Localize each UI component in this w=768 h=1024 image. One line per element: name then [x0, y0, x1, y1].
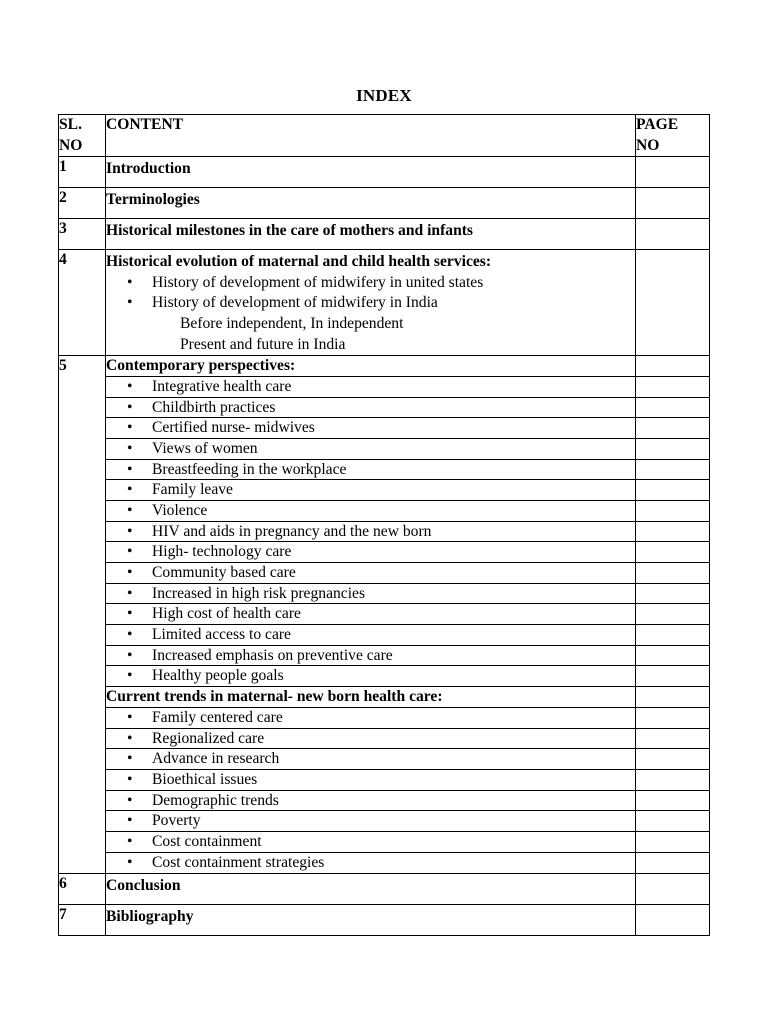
bullet-icon: •	[127, 729, 133, 747]
bullet-icon: •	[127, 708, 133, 726]
list-item	[106, 418, 635, 439]
row-content	[106, 356, 636, 874]
table-row	[59, 188, 710, 219]
bullet-icon: •	[127, 419, 133, 437]
page-number-cell	[636, 480, 709, 501]
page-number-cell	[636, 522, 709, 543]
page-number-cell	[636, 832, 709, 853]
header-page-line1: PAGE	[636, 116, 679, 133]
page-number-cell	[636, 356, 709, 377]
page-number-cell	[636, 708, 709, 729]
header-page-line2: NO	[636, 136, 660, 154]
table-row	[59, 157, 710, 188]
row-sl-number: 4	[59, 250, 106, 356]
row-page-number	[636, 157, 710, 188]
bullet-icon: •	[127, 770, 133, 788]
page-number-cell	[636, 749, 709, 770]
row-content	[106, 905, 636, 936]
bullet-icon: •	[127, 481, 133, 499]
row-title: Historical evolution of maternal and child health services:	[106, 253, 492, 271]
page-number-cell	[636, 584, 709, 605]
row-page-number	[636, 250, 710, 356]
index-table	[58, 114, 710, 936]
row-content	[106, 874, 636, 905]
list-item	[106, 501, 635, 522]
bullet-icon: •	[127, 543, 133, 561]
row-content	[106, 250, 636, 356]
page-number-cell	[636, 604, 709, 625]
page-title: INDEX	[356, 86, 412, 105]
list-item	[106, 480, 635, 501]
list-item-text: Childbirth practices	[152, 398, 276, 416]
page-number-cell	[636, 501, 709, 522]
row-sl-number: 1	[59, 157, 106, 188]
table-row	[59, 219, 710, 250]
list-item	[106, 273, 635, 294]
page-number-cell	[636, 687, 709, 708]
section-subtitle: Current trends in maternal- new born health care:	[106, 687, 635, 708]
page-number-cell	[636, 418, 709, 439]
row-title: Introduction	[106, 160, 191, 178]
list-item	[106, 646, 635, 667]
header-page-no	[636, 115, 710, 157]
page-number-cell	[636, 853, 709, 874]
sub-line: Present and future in India	[180, 335, 346, 353]
list-item-text: Bioethical issues	[152, 770, 258, 788]
row-page-number	[636, 219, 710, 250]
list-item	[106, 811, 635, 832]
bullet-icon: •	[127, 646, 133, 664]
list-item-text: Limited access to care	[152, 626, 291, 644]
bullet-icon: •	[127, 398, 133, 416]
bullet-icon: •	[127, 501, 133, 519]
list-item-text: Family leave	[152, 481, 233, 499]
row-content	[106, 157, 636, 188]
bullet-icon: •	[127, 522, 133, 540]
page-number-stack	[636, 356, 709, 873]
list-item	[106, 563, 635, 584]
page-number-cell	[636, 791, 709, 812]
list-item-text: Certified nurse- midwives	[152, 419, 315, 437]
list-item	[106, 293, 635, 314]
index-body	[59, 157, 710, 936]
list-item	[106, 729, 635, 750]
list-item-text: HIV and aids in pregnancy and the new born	[152, 522, 432, 540]
list-item	[106, 522, 635, 543]
list-item	[106, 666, 635, 687]
list-item-text: Increased in high risk pregnancies	[152, 584, 366, 602]
table-row	[59, 250, 710, 356]
bullet-icon: •	[127, 750, 133, 768]
page-number-cell	[636, 460, 709, 481]
bullet-icon: •	[127, 439, 133, 457]
bullet-icon: •	[127, 294, 133, 312]
list-item	[106, 460, 635, 481]
list-item	[106, 832, 635, 853]
row-page-number	[636, 905, 710, 936]
list-item-text: Increased emphasis on preventive care	[152, 646, 393, 664]
row-title: Bibliography	[106, 908, 194, 926]
header-sl-line2: NO	[59, 136, 83, 154]
bullet-icon: •	[127, 626, 133, 644]
list-item-text: Advance in research	[152, 750, 280, 768]
list-item-text: Cost containment	[152, 832, 262, 850]
page-number-cell	[636, 770, 709, 791]
header-content: CONTENT	[106, 115, 636, 157]
row-title: Terminologies	[106, 191, 200, 209]
row-sl-number: 6	[59, 874, 106, 905]
table-row	[59, 356, 710, 874]
list-item-text: History of development of midwifery in united states	[152, 273, 484, 291]
bullet-icon: •	[127, 853, 133, 871]
bullet-icon: •	[127, 460, 133, 478]
row-title: Historical milestones in the care of mothers and infants	[106, 222, 474, 240]
row-page-number	[636, 188, 710, 219]
list-item-text: Regionalized care	[152, 729, 265, 747]
row-title: Contemporary perspectives:	[106, 356, 635, 377]
list-item	[106, 853, 635, 874]
list-item-text: History of development of midwifery in India	[152, 294, 438, 312]
page-number-cell	[636, 729, 709, 750]
list-item	[106, 584, 635, 605]
list-item	[106, 398, 635, 419]
list-item-text: Integrative health care	[152, 377, 292, 395]
page-number-cell	[636, 398, 709, 419]
page-number-cell	[636, 666, 709, 687]
list-item-text: Healthy people goals	[152, 667, 284, 685]
page-number-cell	[636, 563, 709, 584]
bullet-icon: •	[127, 812, 133, 830]
row-page-number	[636, 356, 710, 874]
bullet-icon: •	[127, 377, 133, 395]
table-row	[59, 874, 710, 905]
bullet-icon: •	[127, 605, 133, 623]
row-sl-number: 7	[59, 905, 106, 936]
list-item-text: High cost of health care	[152, 605, 301, 623]
list-item-text: Cost containment strategies	[152, 853, 325, 871]
row-page-number	[636, 874, 710, 905]
list-item	[106, 604, 635, 625]
page-number-cell	[636, 625, 709, 646]
page-number-cell	[636, 439, 709, 460]
page-number-cell	[636, 646, 709, 667]
row-content	[106, 188, 636, 219]
list-item	[106, 749, 635, 770]
list-item-text: Violence	[152, 501, 208, 519]
sub-line: Before independent, In independent	[180, 314, 404, 332]
page-number-cell	[636, 811, 709, 832]
page-number-cell	[636, 377, 709, 398]
list-item	[106, 625, 635, 646]
list-item	[106, 708, 635, 729]
header-sl-no	[59, 115, 106, 157]
list-item-text: High- technology care	[152, 543, 292, 561]
header-row	[59, 115, 710, 157]
section-list	[106, 356, 635, 873]
list-item	[106, 542, 635, 563]
bullet-icon: •	[127, 791, 133, 809]
row-content	[106, 219, 636, 250]
bullet-icon: •	[127, 564, 133, 582]
bullet-icon: •	[127, 584, 133, 602]
list-item	[106, 791, 635, 812]
bullet-icon: •	[127, 667, 133, 685]
bullet-icon: •	[127, 832, 133, 850]
list-item-text: Views of women	[152, 439, 258, 457]
header-sl-line1: SL.	[59, 116, 82, 133]
list-item-text: Demographic trends	[152, 791, 279, 809]
list-item-text: Poverty	[152, 812, 201, 830]
row-sl-number: 3	[59, 219, 106, 250]
row-sl-number: 5	[59, 356, 106, 874]
list-item-text: Family centered care	[152, 708, 283, 726]
row-title: Conclusion	[106, 877, 181, 895]
table-row	[59, 905, 710, 936]
list-item	[106, 377, 635, 398]
bullet-icon: •	[127, 273, 133, 291]
row-sl-number: 2	[59, 188, 106, 219]
list-item	[106, 439, 635, 460]
list-item-text: Breastfeeding in the workplace	[152, 460, 347, 478]
list-item-text: Community based care	[152, 564, 296, 582]
list-item	[106, 770, 635, 791]
page-number-cell	[636, 542, 709, 563]
